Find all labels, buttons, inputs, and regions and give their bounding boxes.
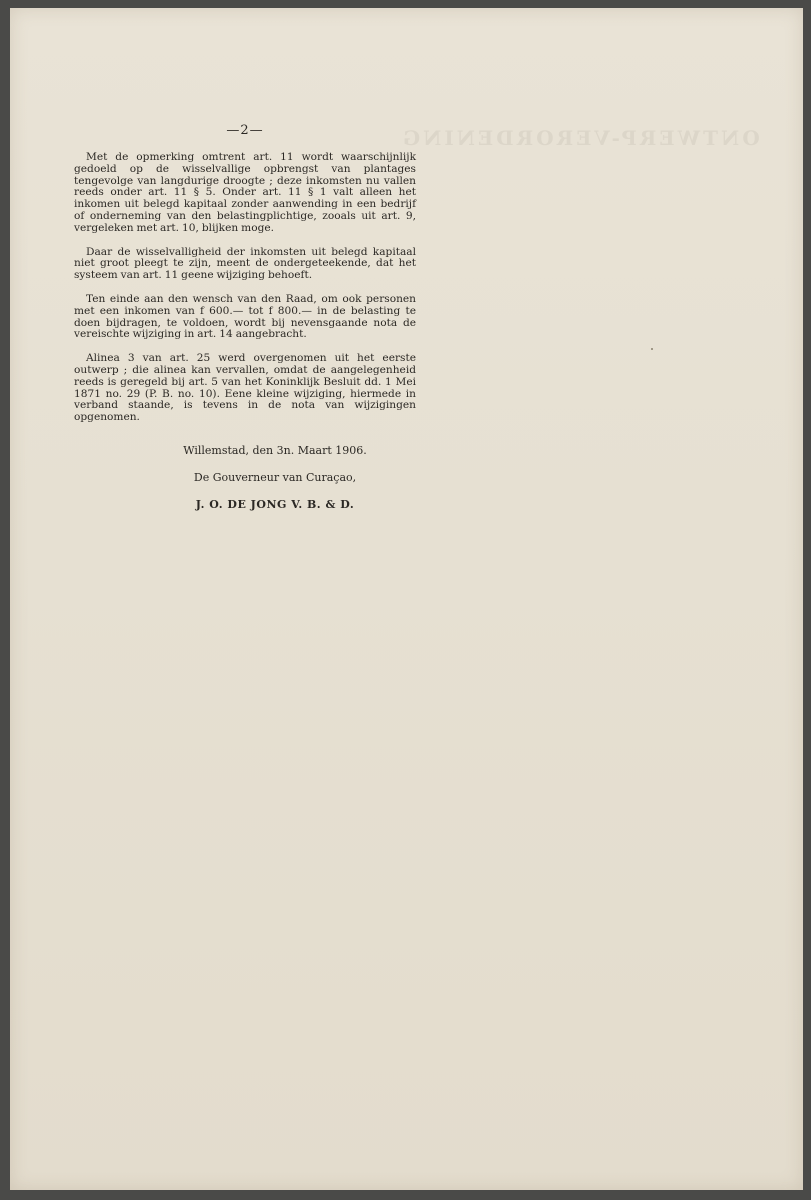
paragraph-3: Ten einde aan den wensch van den Raad, om ook personen met een inkomen van f 600.— tot f 800.— in de belasting te doen bijdragen, te voldoen, wordt bij nevensgaande nota de vereischte wijziging in art. 14 aangebracht. [74,292,416,341]
text-column [74,123,416,511]
place-date: Willemstad, den 3n. Maart 1906. [183,443,367,457]
page-number: —2— [226,123,264,138]
paper-speck [651,348,653,350]
signatory-name: J. O. DE JONG V. B. & D. [195,497,355,511]
paragraph-4: Alinea 3 van art. 25 werd overgenomen uit het eerste outwerp ; die alinea kan vervallen, omdat de aangelegenheid reeds is geregeld bij art. 5 van het Koninklijk Besluit dd. 1 Mei 1871 no. 29 (P. B. no. 10). Eene kleine wijziging, hiermede in verband staande, is tevens in de nota van wijzigingen opgenomen. [74,352,416,424]
paragraph-2: Daar de wisselvalligheid der inkomsten uit belegd kapitaal niet groot pleegt te zijn, meent de ondergeteekende, dat het systeem van art. 11 geene wijziging behoeft. [74,245,416,282]
show-through-text: ONTWERP-VERORDENING [400,126,760,150]
document-page [10,8,803,1190]
paragraph-1: Met de opmerking omtrent art. 11 wordt waarschijnlijk gedoeld op de wisselvallige opbrengst van plantages tengevolge van langdurige droogte ; deze inkomsten nu vallen reeds onder art. 11 § 5. Onder art. 11 § 1 valt alleen het inkomen uit belegd kapitaal zonder aanwending in een bedrijf of onderneming van den belastingplichtige, zooals uit art. 9, vergeleken met art. 10, blijken moge. [74,151,416,234]
signatory-title: De Gouverneur van Curaçao, [193,470,357,484]
